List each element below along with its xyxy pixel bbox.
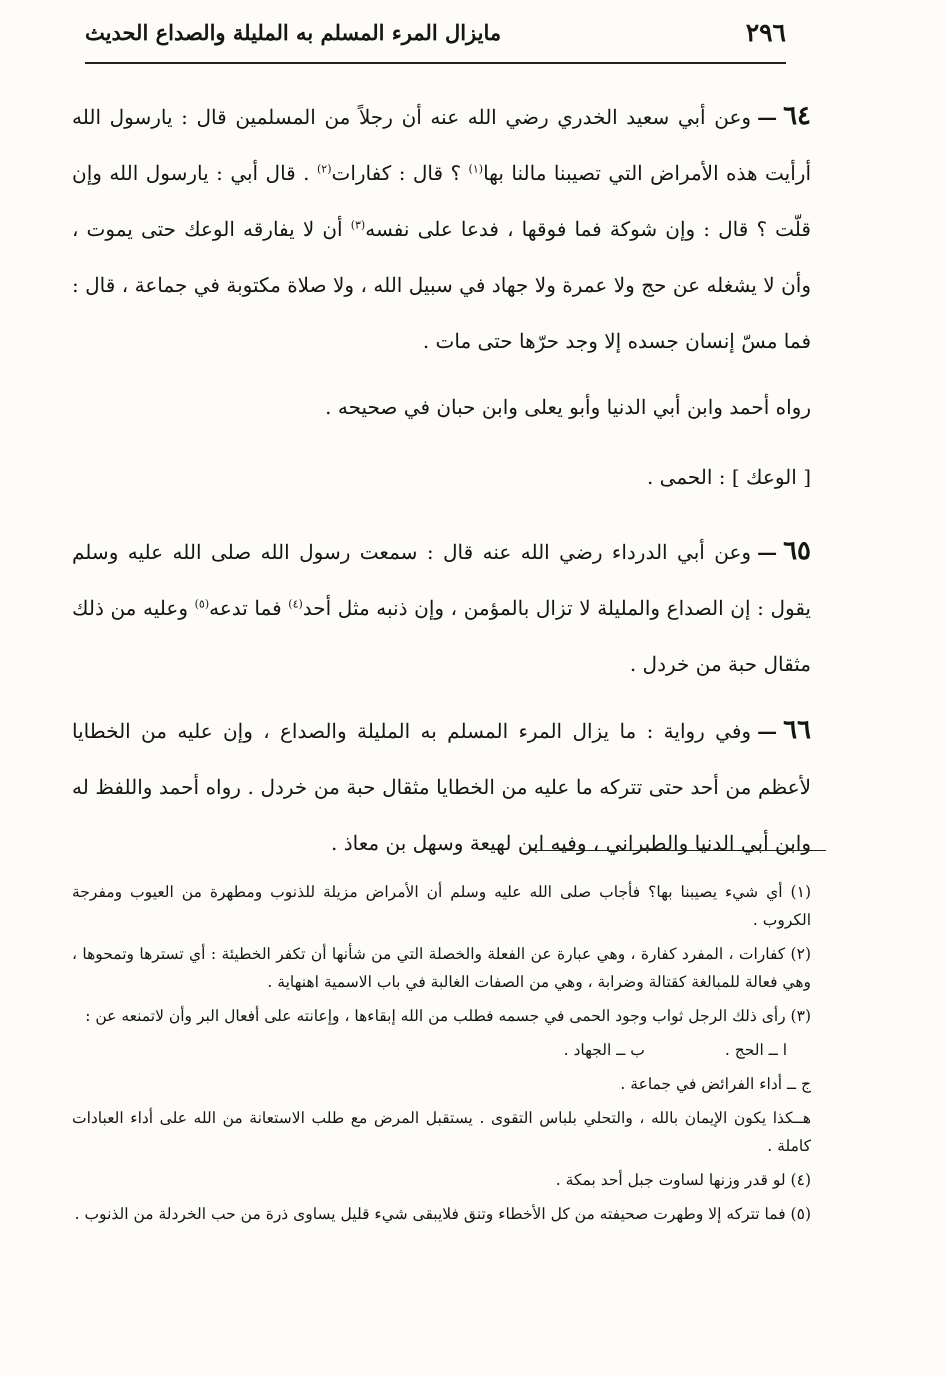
footnote-marker: (٣) <box>350 218 366 232</box>
hadith-number: ٦٥ <box>783 536 811 566</box>
footnote-2: (٢) كفارات ، المفرد كفارة ، وهي عبارة عن الفعلة والخصلة التي من شأنها أن تكفر الخطيئة : أي تسترها وتمحوها ، وهي فعالة للمبالغة كقتالة وضرابة ، وهي من الصفات الغالبة في باب الاسمية اهنهاية . <box>72 945 811 991</box>
running-title: مايزال المرء المسلم به المليلة والصداع الحديث <box>85 19 502 45</box>
footnote-marker: (١) <box>468 162 484 176</box>
word-gloss: [ الوعك ] : الحمى . <box>646 465 811 489</box>
hadith-text: ؟ قال : كفارات <box>331 161 462 185</box>
hadith-text: وعن أبي سعيد الخدري رضي الله عنه أن رجلاً من المسلمين قال : يارسول الله أرأيت هذه الأمراض التي تصيبنا مالنا بها <box>72 105 811 185</box>
hadith-number: ٦٦ <box>783 715 811 745</box>
footnote-3-item-b: ب ــ الجهاد . <box>563 1041 645 1059</box>
hadith-64: ٦٤—وعن أبي سعيد الخدري رضي الله عنه أن رجلاً من المسلمين قال : يارسول الله أرأيت هذه الأمراض التي تصيبنا مالنا بها$^{(١)}$ ؟ قال : كفارات$^{(٢)}$ . قال أبي : يارسول الله وإن قلّت ؟ قال : وإن شوكة فما فوقها ، فدعا على نفسه$^{(٣)}$ أن لا يفارقه الوعك حتى يموت ، وأن لا يشغله عن حج ولا عمرة ولا جهاد في سبيل الله ، ولا صلاة مكتوبة في جماعة ، قال : فما مسّ إنسان جسده إلا وجد حرّها حتى مات . <box>72 101 811 353</box>
hadith-text: أن لا يفارقه الوعك حتى يموت ، وأن لا يشغله عن حج ولا عمرة ولا جهاد في سبيل الله ، ولا صلاة مكتوبة في جماعة ، قال : فما مسّ إنسان جسده إلا وجد حرّها حتى مات . <box>72 217 811 353</box>
footnote-marker: (٤) <box>288 597 303 611</box>
footnote-3-item-a: ا ــ الحج . <box>724 1041 787 1059</box>
footnote-4: (٤) لو قدر وزنها لساوت جبل أحد بمكة . <box>555 1171 811 1189</box>
footnote-rule <box>530 850 826 851</box>
hadith-text: وفي رواية : ما يزال المرء المسلم به المليلة والصداع ، وإن عليه من الخطايا لأعظم من أحد حتى تتركه ما عليه من الخطايا مثقال حبة من خردل . رواه أحمد واللفظ له وابن أبي الدنيا والطبراني ، وفيه ابن لهيعة وسهل بن معاذ . <box>72 719 811 855</box>
hadith-number: ٦٤ <box>783 101 811 131</box>
footnotes <box>72 878 811 1234</box>
hadith-text: فما تدعه <box>209 596 282 620</box>
page-header <box>85 10 786 54</box>
hadith-66: ٦٦—وفي رواية : ما يزال المرء المسلم به المليلة والصداع ، وإن عليه من الخطايا لأعظم من أحد حتى تتركه ما عليه من الخطايا مثقال حبة من خردل . رواه أحمد واللفظ له وابن أبي الدنيا والطبراني ، وفيه ابن لهيعة وسهل بن معاذ . <box>72 715 811 855</box>
hadith-text: وعليه من ذلك مثقال حبة من خردل . <box>72 596 811 676</box>
footnote-3-list <box>72 1036 811 1064</box>
footnote-3-note: هــكذا يكون الإيمان بالله ، والتحلي بلباس التقوى . يستقبل المرض مع طلب الاستعانة من الله على أداء العبادات كاملة . <box>72 1109 811 1155</box>
footnote-3-item-c: ج ــ أداء الفرائض في جماعة . <box>620 1075 811 1093</box>
footnote-marker: (٥) <box>194 597 210 611</box>
page-number: ٢٩٦ <box>745 17 786 47</box>
hadith-text: . قال أبي : يارسول الله وإن قلّت ؟ قال : وإن شوكة فما فوقها ، فدعا على نفسه <box>72 161 811 241</box>
footnote-marker: (٢) <box>316 162 332 176</box>
hadith-text: وعن أبي الدرداء رضي الله عنه قال : سمعت رسول الله صلى الله عليه وسلم يقول : إن الصداع والمليلة لا تزال بالمؤمن ، وإن ذنبه مثل أحد <box>72 540 812 620</box>
footnote-1: (١) أي شيء يصيبنا بها؟ فأجاب صلى الله عليه وسلم أن الأمراض مزيلة للذنوب ومطهرة من العيوب ومفرجة الكروب . <box>72 883 811 929</box>
hadith-65: ٦٥—وعن أبي الدرداء رضي الله عنه قال : سمعت رسول الله صلى الله عليه وسلم يقول : إن الصداع والمليلة لا تزال بالمؤمن ، وإن ذنبه مثل أحد$^{(٤)}$ فما تدعه$^{(٥)}$ وعليه من ذلك مثقال حبة من خردل . <box>72 536 812 676</box>
hadith-citation: رواه أحمد وابن أبي الدنيا وأبو يعلى وابن حبان في صحيحه . <box>325 395 811 419</box>
footnote-5: (٥) فما تتركه إلا وطهرت صحيفته من كل الأخطاء وتنق فلايبقى شيء قليل يساوى ذرة من حب الخردلة من الذنوب . <box>74 1205 811 1223</box>
main-text <box>72 88 811 881</box>
footnote-3: (٣) رأى ذلك الرجل ثواب وجود الحمى في جسمه فطلب من الله إبقاءها ، وإعانته على أفعال البر وأن لاتمنعه عن : <box>85 1007 811 1025</box>
header-rule <box>85 62 786 64</box>
